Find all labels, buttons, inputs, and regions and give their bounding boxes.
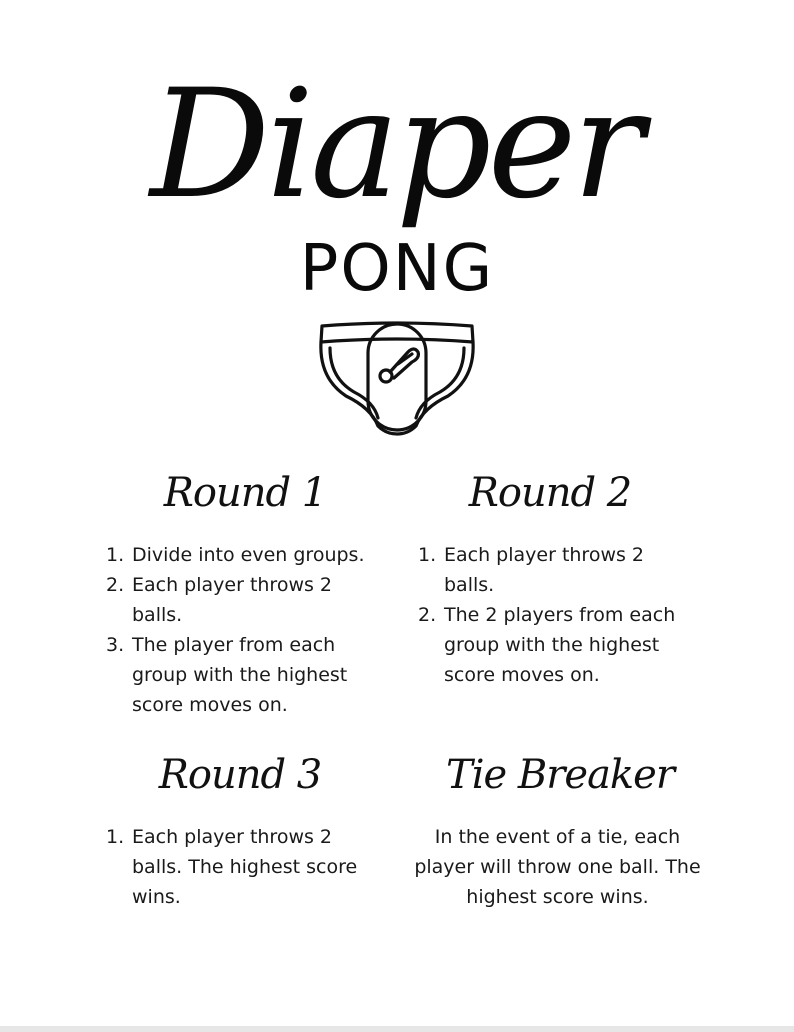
round1-list [106, 540, 376, 720]
list-item [418, 540, 708, 600]
list-number: 1. [106, 826, 125, 848]
tiebreaker-heading: Tie Breaker [446, 752, 674, 798]
list-item [106, 822, 376, 912]
round1-heading: Round 1 [163, 470, 327, 516]
round2-heading: Round 2 [468, 470, 632, 516]
list-item [106, 630, 376, 720]
list-number: 1. [106, 544, 125, 566]
list-text: The 2 players from each group with the highest score moves on. [444, 604, 676, 686]
list-text: Each player throws 2 balls. [132, 574, 333, 626]
round3-heading: Round 3 [158, 752, 322, 798]
list-number: 1. [418, 544, 437, 566]
title-script: Diaper [150, 58, 641, 232]
list-text: Each player throws 2 balls. [444, 544, 645, 596]
diaper-with-safety-pin-icon [316, 318, 478, 438]
list-text: The player from each group with the highest score moves on. [132, 634, 348, 716]
list-item [418, 600, 708, 690]
list-number: 3. [106, 634, 125, 656]
round3-list [106, 822, 376, 912]
round2-list [418, 540, 708, 690]
list-text: Divide into even groups. [132, 544, 365, 566]
list-number: 2. [106, 574, 125, 596]
list-number: 2. [418, 604, 437, 626]
tiebreaker-text: In the event of a tie, each player will throw one ball. The highest score wins. [414, 826, 701, 908]
title-block: PONG [299, 232, 495, 306]
list-text: Each player throws 2 balls. The highest score wins. [132, 826, 358, 908]
list-item [106, 540, 376, 570]
list-item [106, 570, 376, 630]
bottom-strip [0, 1026, 794, 1032]
